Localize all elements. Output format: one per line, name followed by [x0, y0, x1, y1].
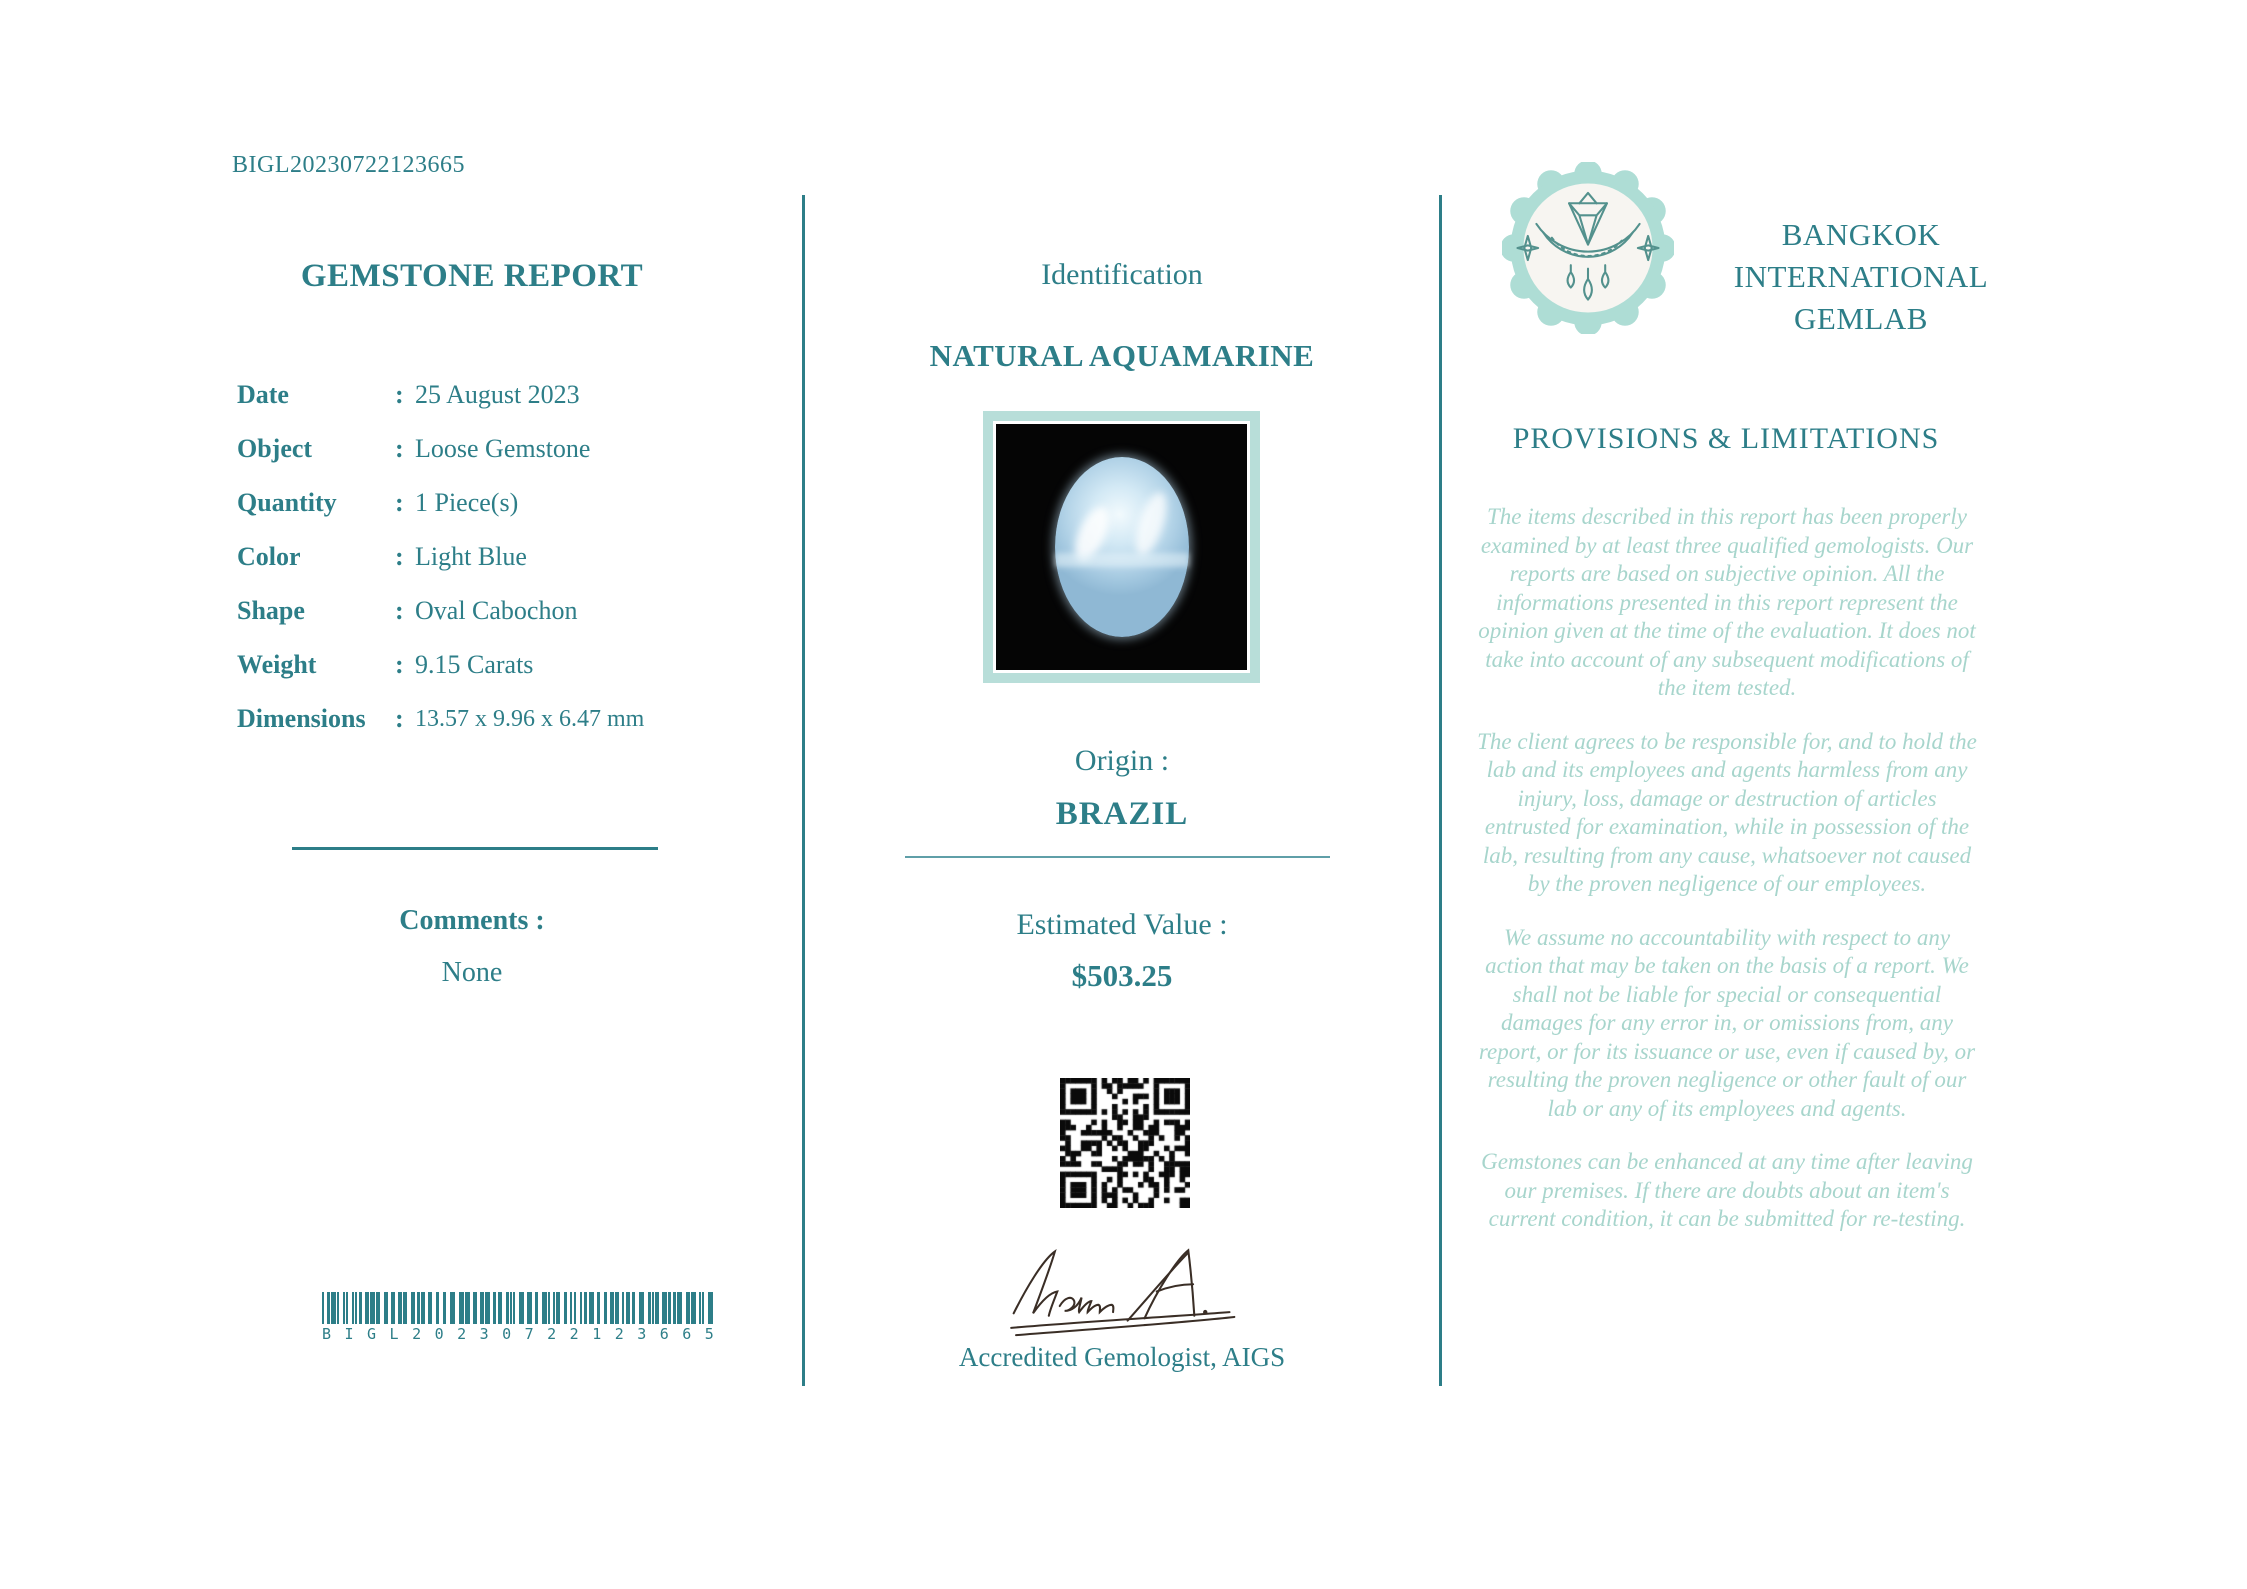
provisions-paragraph: Gemstones can be enhanced at any time after leaving our premises. If there are doubts about an item's current condition, it can be submitted for re-testing. — [1481, 1149, 1973, 1231]
provisions-text — [1477, 503, 1977, 1259]
field-row-shape — [237, 584, 727, 638]
field-colon: : — [395, 434, 404, 463]
report-number: BIGL20230722123665 — [232, 152, 465, 178]
estimated-value-amount: $503.25 — [1071, 958, 1173, 993]
estimated-value-label: Estimated Value : — [1016, 908, 1228, 941]
field-label: Color — [237, 542, 301, 571]
field-row-quantity — [237, 476, 727, 530]
provisions-paragraph: The client agrees to be responsible for, and to hold the lab and its employees and agents harmless from any injury, loss, damage or destruction of articles entrusted for examination, while in possession of the lab, resulting from any cause, whatsoever not caused by the proven negligence of our employees. — [1477, 728, 1977, 896]
signer-title: Accredited Gemologist, AIGS — [958, 1342, 1286, 1372]
middle-divider-line — [905, 856, 1330, 858]
lab-name — [1681, 214, 2041, 340]
gemstone-photo-inner-frame — [993, 421, 1250, 673]
field-colon: : — [395, 596, 404, 625]
column-divider-left — [802, 195, 805, 1386]
field-colon: : — [395, 704, 404, 733]
field-value: Light Blue — [415, 542, 527, 571]
field-value: 25 August 2023 — [415, 380, 580, 409]
lab-name-line: GEMLAB — [1794, 301, 1928, 336]
field-label: Object — [237, 434, 313, 463]
gem-highlight — [1129, 489, 1172, 559]
provisions-heading: PROVISIONS & LIMITATIONS — [1512, 422, 1940, 455]
origin-value: BRAZIL — [1055, 796, 1189, 832]
field-row-weight — [237, 638, 727, 692]
field-label: Dimensions — [237, 704, 366, 733]
provisions-paragraph: We assume no accountability with respect to any action that may be taken on the basis of a report. We shall not be liable for special or consequential damages for any error in, or omissions from, any report, or for its issuance or use, even if caused by, or resulting the proven negligence or other fault of our lab or any of its employees and agents. — [1478, 924, 1976, 1121]
barcode — [322, 1292, 714, 1343]
comments-value: None — [441, 957, 503, 988]
gemstone-photo-frame — [983, 411, 1260, 683]
field-value: 9.15 Carats — [415, 650, 534, 679]
field-row-object — [237, 422, 727, 476]
gem-highlight-band — [1055, 553, 1189, 567]
provisions-paragraph: The items described in this report has been properly examined by at least three qualified gemologists. Our reports are based on subjective opinion. All the informations presented in this report represent the opinion given at the time of the evaluation. It does not take into account of any subsequent modifications of the item tested. — [1478, 504, 1976, 700]
field-value: Loose Gemstone — [415, 434, 591, 463]
field-colon: : — [395, 650, 404, 679]
field-colon: : — [395, 488, 404, 517]
gemstone-cabochon — [1055, 457, 1189, 637]
gemstone-photo — [996, 424, 1247, 670]
field-value: 13.57 x 9.96 x 6.47 mm — [415, 705, 645, 732]
signature — [1008, 1243, 1240, 1340]
field-row-dimensions — [237, 692, 727, 746]
qr-code — [1060, 1078, 1190, 1208]
column-divider-right — [1439, 195, 1442, 1386]
field-label: Weight — [237, 650, 317, 679]
lab-name-line: BANGKOK — [1781, 217, 1941, 252]
barcode-bars — [322, 1292, 714, 1324]
report-fields — [237, 368, 727, 746]
field-value: Oval Cabochon — [415, 596, 578, 625]
field-colon: : — [395, 542, 404, 571]
left-divider-line — [292, 847, 658, 850]
gemstone-name: NATURAL AQUAMARINE — [929, 338, 1315, 373]
field-label: Date — [237, 380, 289, 409]
field-row-color — [237, 530, 727, 584]
barcode-text: B I G L 2 0 2 3 0 7 2 2 1 2 3 6 6 5 — [322, 1325, 714, 1343]
gemlab-logo — [1502, 162, 1674, 334]
field-colon: : — [395, 380, 404, 409]
lab-name-line: INTERNATIONAL — [1733, 259, 1989, 294]
identification-heading: Identification — [1041, 258, 1203, 291]
origin-label: Origin : — [1074, 744, 1170, 777]
field-label: Quantity — [237, 488, 337, 517]
report-title: GEMSTONE REPORT — [300, 258, 644, 294]
field-value: 1 Piece(s) — [415, 488, 519, 517]
field-row-date — [237, 368, 727, 422]
field-label: Shape — [237, 596, 305, 625]
comments-label: Comments : — [399, 905, 545, 936]
